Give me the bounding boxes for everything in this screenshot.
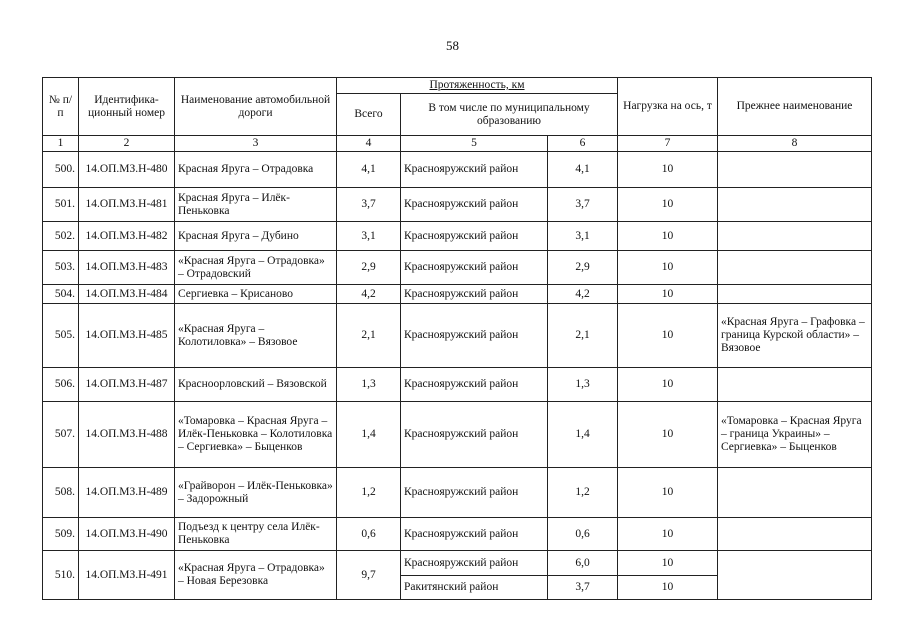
length-total: 4,2	[337, 285, 401, 304]
table-row	[43, 188, 872, 222]
district-length: 6,0	[548, 551, 618, 576]
district-name: Краснояружский район	[401, 304, 548, 368]
previous-name	[718, 285, 872, 304]
district-length: 3,1	[548, 222, 618, 251]
road-id: 14.ОП.МЗ.Н-489	[79, 468, 175, 518]
road-name: «Томаровка – Красная Яруга – Илёк-Пеньковка – Колотиловка – Сергиевка» – Быценков	[175, 402, 337, 468]
previous-name	[718, 188, 872, 222]
district-length: 3,7	[548, 188, 618, 222]
length-total: 4,1	[337, 152, 401, 188]
roads-table	[42, 77, 872, 600]
road-name: «Красная Яруга – Колотиловка» – Вязовое	[175, 304, 337, 368]
road-name: Красная Яруга – Илёк-Пеньковка	[175, 188, 337, 222]
index-cell: 6	[548, 136, 618, 152]
table-row	[43, 222, 872, 251]
length-total: 1,4	[337, 402, 401, 468]
row-number: 501.	[43, 188, 79, 222]
table-row	[43, 152, 872, 188]
row-number: 508.	[43, 468, 79, 518]
axle-load: 10	[618, 468, 718, 518]
district-name: Краснояружский район	[401, 152, 548, 188]
district-length: 1,3	[548, 368, 618, 402]
district-name: Ракитянский район	[401, 576, 548, 600]
row-number: 506.	[43, 368, 79, 402]
road-id: 14.ОП.МЗ.Н-490	[79, 518, 175, 551]
district-name: Краснояружский район	[401, 222, 548, 251]
road-id: 14.ОП.МЗ.Н-481	[79, 188, 175, 222]
index-cell: 2	[79, 136, 175, 152]
district-name: Краснояружский район	[401, 402, 548, 468]
road-id: 14.ОП.МЗ.Н-483	[79, 251, 175, 285]
district-length: 3,7	[548, 576, 618, 600]
road-id: 14.ОП.МЗ.Н-485	[79, 304, 175, 368]
road-name: Красноорловский – Вязовской	[175, 368, 337, 402]
index-cell: 8	[718, 136, 872, 152]
axle-load: 10	[618, 222, 718, 251]
district-name: Краснояружский район	[401, 518, 548, 551]
header-length: Протяженность, км	[337, 78, 618, 94]
row-number: 505.	[43, 304, 79, 368]
header-total: Всего	[337, 94, 401, 136]
axle-load: 10	[618, 402, 718, 468]
table-row	[43, 402, 872, 468]
district-name: Краснояружский район	[401, 468, 548, 518]
row-number: 500.	[43, 152, 79, 188]
previous-name	[718, 518, 872, 551]
index-cell: 3	[175, 136, 337, 152]
length-total: 2,9	[337, 251, 401, 285]
previous-name	[718, 222, 872, 251]
table-row	[43, 285, 872, 304]
row-number: 507.	[43, 402, 79, 468]
table-row	[43, 518, 872, 551]
row-number: 503.	[43, 251, 79, 285]
length-total: 0,6	[337, 518, 401, 551]
axle-load: 10	[618, 551, 718, 576]
length-total: 2,1	[337, 304, 401, 368]
district-length: 2,9	[548, 251, 618, 285]
index-cell: 5	[401, 136, 548, 152]
district-length: 1,2	[548, 468, 618, 518]
road-name: Красная Яруга – Дубино	[175, 222, 337, 251]
district-length: 1,4	[548, 402, 618, 468]
district-name: Краснояружский район	[401, 251, 548, 285]
table-row	[43, 551, 872, 576]
axle-load: 10	[618, 152, 718, 188]
header-id: Идентифика- ционный номер	[79, 78, 175, 136]
table-row	[43, 304, 872, 368]
district-name: Краснояружский район	[401, 368, 548, 402]
district-length: 4,1	[548, 152, 618, 188]
length-total: 1,3	[337, 368, 401, 402]
axle-load: 10	[618, 368, 718, 402]
header-load: Нагрузка на ось, т	[618, 78, 718, 136]
road-id: 14.ОП.МЗ.Н-484	[79, 285, 175, 304]
previous-name: «Красная Яруга – Графовка – граница Курской области» – Вязовое	[718, 304, 872, 368]
header-name: Наименование автомобильной дороги	[175, 78, 337, 136]
previous-name	[718, 152, 872, 188]
road-id: 14.ОП.МЗ.Н-488	[79, 402, 175, 468]
axle-load: 10	[618, 518, 718, 551]
header-prev: Прежнее наименование	[718, 78, 872, 136]
previous-name	[718, 551, 872, 600]
index-cell: 1	[43, 136, 79, 152]
road-id: 14.ОП.МЗ.Н-482	[79, 222, 175, 251]
axle-load: 10	[618, 188, 718, 222]
road-name: «Красная Яруга – Отрадовка» – Новая Березовка	[175, 551, 337, 600]
axle-load: 10	[618, 304, 718, 368]
header-num: № п/п	[43, 78, 79, 136]
table-row	[43, 368, 872, 402]
length-total: 3,1	[337, 222, 401, 251]
road-id: 14.ОП.МЗ.Н-487	[79, 368, 175, 402]
row-number: 504.	[43, 285, 79, 304]
road-id: 14.ОП.МЗ.Н-491	[79, 551, 175, 600]
row-number: 509.	[43, 518, 79, 551]
district-length: 0,6	[548, 518, 618, 551]
row-number: 502.	[43, 222, 79, 251]
table-row	[43, 251, 872, 285]
row-number: 510.	[43, 551, 79, 600]
road-name: Подъезд к центру села Илёк-Пеньковка	[175, 518, 337, 551]
road-name: Красная Яруга – Отрадовка	[175, 152, 337, 188]
table-row	[43, 468, 872, 518]
road-name: «Красная Яруга – Отрадовка» – Отрадовский	[175, 251, 337, 285]
previous-name: «Томаровка – Красная Яруга – граница Украины» – Сергиевка» – Быценков	[718, 402, 872, 468]
district-name: Краснояружский район	[401, 551, 548, 576]
length-total: 1,2	[337, 468, 401, 518]
previous-name	[718, 251, 872, 285]
district-length: 2,1	[548, 304, 618, 368]
previous-name	[718, 468, 872, 518]
road-name: «Грайворон – Илёк-Пеньковка» – Задорожный	[175, 468, 337, 518]
axle-load: 10	[618, 251, 718, 285]
district-name: Краснояружский район	[401, 188, 548, 222]
road-id: 14.ОП.МЗ.Н-480	[79, 152, 175, 188]
index-cell: 4	[337, 136, 401, 152]
previous-name	[718, 368, 872, 402]
road-name: Сергиевка – Крисаново	[175, 285, 337, 304]
axle-load: 10	[618, 285, 718, 304]
page-number: 58	[446, 38, 459, 53]
index-cell: 7	[618, 136, 718, 152]
district-length: 4,2	[548, 285, 618, 304]
axle-load: 10	[618, 576, 718, 600]
length-total: 9,7	[337, 551, 401, 600]
header-incl: В том числе по муниципальному образованию	[401, 94, 618, 136]
length-total: 3,7	[337, 188, 401, 222]
district-name: Краснояружский район	[401, 285, 548, 304]
